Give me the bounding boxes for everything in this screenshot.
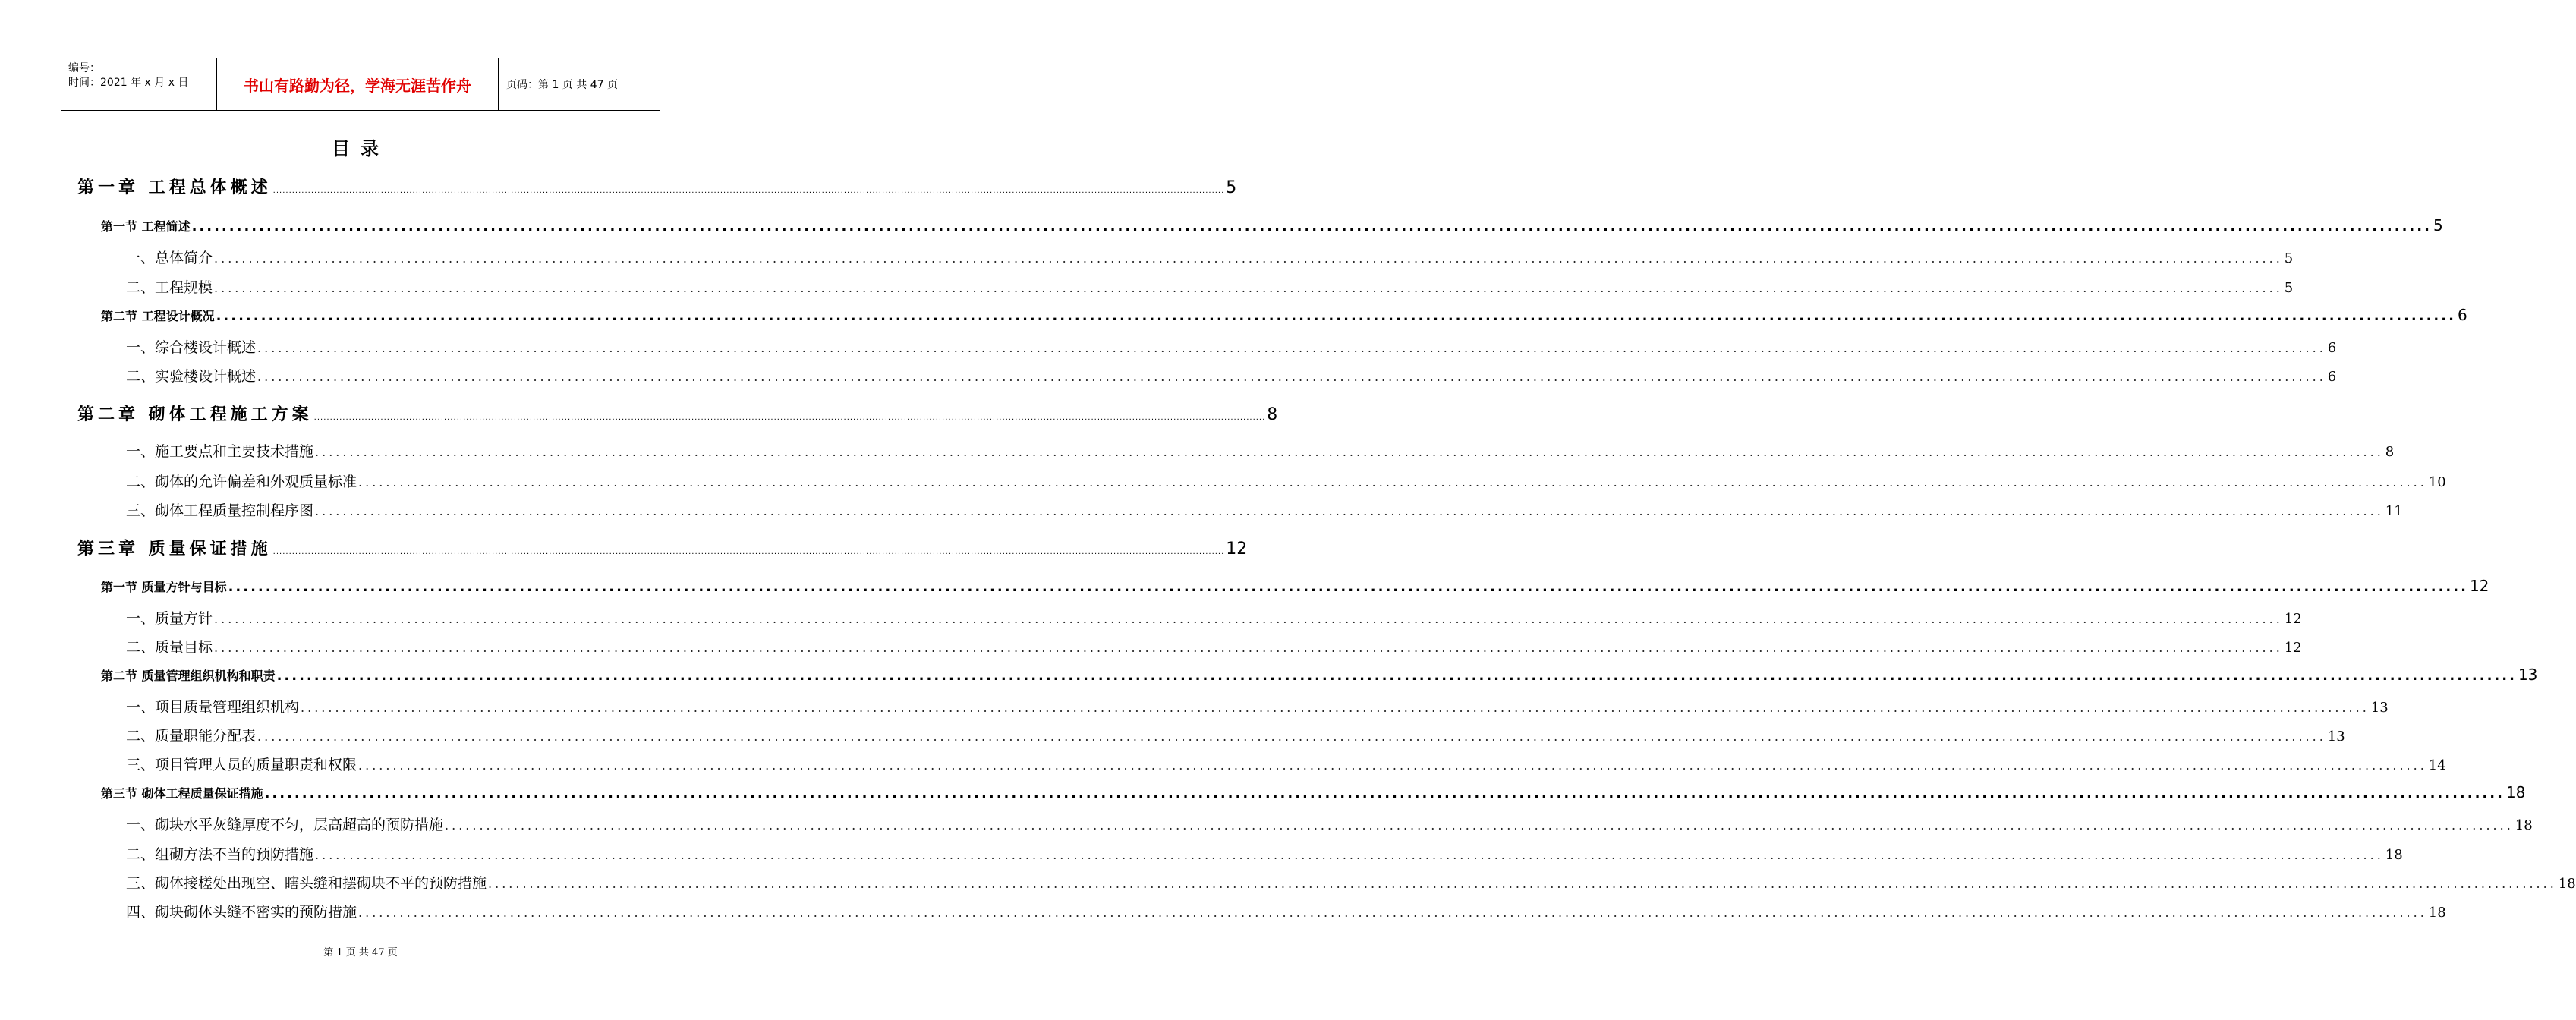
toc-entry-item[interactable]: [126, 471, 2446, 491]
toc-entry-page: 6: [2327, 369, 2337, 385]
toc-leader-dots: ............................................................................................................................................................................................................................................................................................................: [257, 370, 2326, 384]
toc-leader-dots: ............................................................................................................................................................................................................................................................................................................: [228, 579, 2468, 595]
toc-leader-dots: ............................................................................................................................................................................................................................................................................................................: [313, 414, 1266, 422]
toc-entry-text: 二、砌体的允许偏差和外观质量标准: [126, 474, 357, 490]
toc-entry-text: 第一节 质量方针与目标: [101, 580, 227, 594]
toc-entry-item[interactable]: [126, 607, 2302, 628]
toc-leader-dots: ............................................................................................................................................................................................................................................................................................................: [214, 281, 2283, 295]
page-header: [61, 58, 660, 111]
toc-entry-item[interactable]: [126, 696, 2389, 716]
toc-entry-text: 二、工程规模: [126, 279, 213, 296]
toc-entry-text: 一、综合楼设计概述: [126, 339, 257, 356]
toc-entry-page: 13: [2370, 700, 2389, 716]
toc-entry-page: 8: [2385, 444, 2395, 460]
toc-entry-page: 12: [2284, 640, 2302, 656]
toc-leader-dots: ............................................................................................................................................................................................................................................................................................................: [257, 729, 2326, 744]
toc-entry-text: 一、施工要点和主要技术措施: [126, 443, 314, 460]
toc-entry-page: 12: [2469, 577, 2489, 595]
toc-entry-section[interactable]: [101, 783, 2526, 801]
toc-leader-dots: ............................................................................................................................................................................................................................................................................................................: [315, 445, 2384, 459]
toc-leader-dots: ............................................................................................................................................................................................................................................................................................................: [315, 848, 2384, 862]
toc-leader-dots: ............................................................................................................................................................................................................................................................................................................: [358, 758, 2427, 773]
toc-entry-text: 一、质量方针: [126, 610, 213, 627]
toc-entry-page: 18: [2515, 817, 2533, 833]
toc-entry-section[interactable]: [101, 577, 2489, 595]
toc-entry-text: 三、砌体接槎处出现空、瞎头缝和摆砌块不平的预防措施: [126, 875, 487, 892]
toc-leader-dots: ............................................................................................................................................................................................................................................................................................................: [214, 612, 2283, 626]
toc-entry-text: 第二章 砌体工程施工方案: [77, 405, 313, 424]
toc-leader-dots: ............................................................................................................................................................................................................................................................................................................: [276, 668, 2517, 684]
toc-entry-text: 三、项目管理人员的质量职责和权限: [126, 757, 357, 773]
toc-entry-page: 12: [2284, 611, 2302, 627]
toc-entry-text: 二、组砌方法不当的预防措施: [126, 846, 314, 863]
toc-entry-page: 11: [2385, 503, 2403, 519]
toc-entry-chapter[interactable]: [77, 401, 1278, 425]
toc-entry-page: 18: [2385, 847, 2403, 863]
toc-entry-item[interactable]: [126, 814, 2533, 834]
toc-leader-dots: ............................................................................................................................................................................................................................................................................................................: [301, 700, 2370, 715]
toc-leader-dots: ............................................................................................................................................................................................................................................................................................................: [257, 341, 2326, 355]
toc-entry-section[interactable]: [101, 216, 2443, 235]
toc-entry-text: 二、质量目标: [126, 639, 213, 656]
toc-leader-dots: ............................................................................................................................................................................................................................................................................................................: [272, 187, 1225, 195]
toc-entry-item[interactable]: [126, 725, 2345, 745]
toc-entry-page: 18: [2505, 783, 2526, 801]
toc-entry-item[interactable]: [126, 336, 2337, 357]
toc-leader-dots: ............................................................................................................................................................................................................................................................................................................: [214, 641, 2283, 655]
header-page-number: 页码：第 1 页 共 47 页: [506, 79, 618, 91]
toc-entry-item[interactable]: [126, 276, 2294, 297]
toc-entry-chapter[interactable]: [77, 175, 1237, 198]
toc-entry-text: 三、砌体工程质量控制程序图: [126, 502, 314, 519]
toc-entry-page: 18: [2558, 876, 2576, 892]
toc-entry-item[interactable]: [126, 901, 2446, 921]
toc-entry-text: 第一章 工程总体概述: [77, 178, 272, 197]
toc-entry-text: 二、质量职能分配表: [126, 728, 257, 745]
toc-entry-page: 5: [2284, 280, 2294, 296]
toc-entry-text: 第二节 工程设计概况: [101, 309, 215, 323]
toc-entry-page: 12: [1226, 540, 1248, 559]
toc-leader-dots: ............................................................................................................................................................................................................................................................................................................: [358, 905, 2427, 920]
toc-entry-item[interactable]: [126, 754, 2446, 774]
document-date: 时间：2021 年 x 月 x 日: [68, 77, 189, 89]
toc-entry-text: 第三章 质量保证措施: [77, 540, 272, 559]
toc-entry-item[interactable]: [126, 365, 2337, 386]
toc-entry-section[interactable]: [101, 306, 2467, 324]
toc-entry-item[interactable]: [126, 636, 2302, 656]
toc-title: 目录: [332, 137, 389, 159]
toc-entry-page: 5: [2284, 250, 2294, 266]
toc-entry-item[interactable]: [126, 440, 2395, 461]
header-motto: 书山有路勤为径，学海无涯苦作舟: [216, 58, 499, 110]
toc-entry-page: 13: [2518, 666, 2538, 684]
toc-entry-item[interactable]: [126, 872, 2576, 892]
toc-leader-dots: ............................................................................................................................................................................................................................................................................................................: [358, 475, 2427, 490]
toc-entry-page: 5: [2433, 216, 2443, 235]
page-footer: 第 1 页 共 47 页: [323, 947, 398, 959]
toc-leader-dots: ............................................................................................................................................................................................................................................................................................................: [272, 548, 1225, 556]
toc-entry-text: 一、砌块水平灰缝厚度不匀，层高超高的预防措施: [126, 817, 444, 833]
toc-leader-dots: ............................................................................................................................................................................................................................................................................................................: [191, 219, 2432, 235]
toc-entry-text: 四、砌块砌体头缝不密实的预防措施: [126, 904, 357, 921]
toc-entry-page: 8: [1267, 405, 1278, 424]
toc-entry-page: 5: [1226, 178, 1237, 197]
toc-entry-text: 第三节 砌体工程质量保证措施: [101, 786, 263, 801]
toc-entry-page: 18: [2428, 905, 2446, 921]
toc-leader-dots: ............................................................................................................................................................................................................................................................................................................: [214, 251, 2283, 266]
toc-entry-item[interactable]: [126, 247, 2294, 267]
toc-entry-page: 6: [2457, 306, 2467, 324]
toc-entry-text: 第二节 质量管理组织机构和职责: [101, 669, 276, 683]
toc-leader-dots: ............................................................................................................................................................................................................................................................................................................: [445, 818, 2514, 833]
toc-leader-dots: ............................................................................................................................................................................................................................................................................................................: [264, 785, 2505, 801]
toc-entry-text: 二、实验楼设计概述: [126, 368, 257, 385]
toc-entry-item[interactable]: [126, 499, 2403, 520]
toc-entry-text: 一、总体简介: [126, 250, 213, 266]
document-number-label: 编号：: [68, 62, 100, 74]
toc-entry-text: 一、项目质量管理组织机构: [126, 699, 300, 716]
toc-entry-text: 第一节 工程简述: [101, 219, 191, 234]
toc-entry-item[interactable]: [126, 843, 2403, 864]
header-meta: [61, 58, 216, 110]
toc-leader-dots: ............................................................................................................................................................................................................................................................................................................: [315, 504, 2384, 518]
toc-entry-page: 6: [2327, 340, 2337, 356]
toc-entry-section[interactable]: [101, 666, 2538, 684]
toc-entry-page: 14: [2428, 757, 2446, 773]
toc-entry-chapter[interactable]: [77, 536, 1248, 559]
toc-leader-dots: ............................................................................................................................................................................................................................................................................................................: [488, 877, 2557, 891]
toc-entry-page: 10: [2428, 474, 2446, 490]
toc-entry-page: 13: [2327, 729, 2345, 745]
toc-leader-dots: ............................................................................................................................................................................................................................................................................................................: [216, 308, 2456, 324]
